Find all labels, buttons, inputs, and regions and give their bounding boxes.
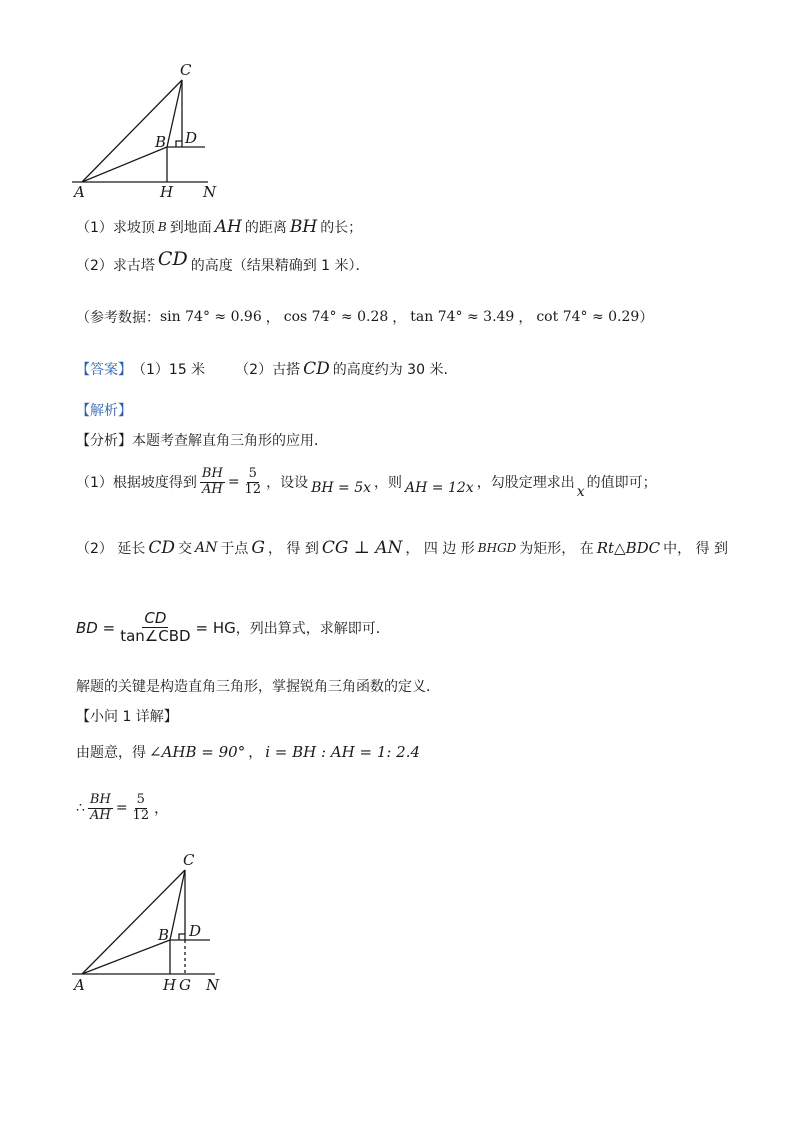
solution-step-1: （1）根据坡度得到 $\frac{BH}{AH}$ = $\frac{5}{12}$ ，设设 BH = 5x ，则 AH = 12x ，勾股定理求出 x 的值即可； bbox=[76, 466, 657, 501]
fraction-5-12-2: $\frac{5}{12}$ bbox=[132, 792, 150, 823]
solution-step-2: （2） 延长 CD 交 AN 于点 G ， 得 到 CG ⊥ AN ， 四 边 形 BHGD 为矩形， 在 Rt△BDC 中， 得 到 bbox=[76, 538, 729, 558]
reference-data: （参考数据： sin 74° ≈ 0.96 ， cos 74° ≈ 0.28 ， tan 74° ≈ 3.49 ， cot 74° ≈ 0.29 ） bbox=[76, 309, 654, 326]
analysis-tag: 【解析】 bbox=[76, 403, 132, 419]
label-h: H bbox=[160, 183, 174, 201]
answer-tag: 【答案】 bbox=[76, 362, 132, 378]
fraction-bh-ah-2: $\frac{BH}{AH}$ bbox=[89, 792, 111, 823]
solution-step-4: 由题意，得 ∠AHB = 90° ， i = BH : AH = 1: 2.4 bbox=[76, 743, 421, 761]
label-d: D bbox=[189, 922, 202, 940]
fraction-bh-ah: $\frac{BH}{AH}$ bbox=[201, 466, 223, 497]
segment-bc bbox=[170, 870, 185, 940]
solution-step-5: ∴ $\frac{BH}{AH}$ = $\frac{5}{12}$ ， bbox=[76, 792, 169, 823]
label-b: B bbox=[155, 133, 167, 151]
fraction-cd-tan: $\frac{CD}{\text{tan∠CBD}}$ bbox=[120, 609, 191, 646]
segment-ab bbox=[82, 940, 170, 974]
fraction-5-12: $\frac{5}{12}$ bbox=[244, 466, 262, 497]
right-angle-mark bbox=[176, 141, 182, 147]
solution-step-3: BD = $\frac{CD}{\text{tan∠CBD}}$ = HG ，列出算式，求解即可． bbox=[76, 609, 390, 646]
figure-1 bbox=[60, 55, 240, 205]
segment-ab bbox=[82, 147, 167, 182]
label-c: C bbox=[180, 61, 192, 79]
answer-line: 【答案】 （1）15 米 （2）古搭 CD 的高度约为 30 米. bbox=[76, 359, 448, 379]
label-a: A bbox=[74, 976, 85, 994]
question-1: （1） 求坡顶 B 到地面 AH 的距离 BH 的长； bbox=[76, 217, 363, 237]
label-c: C bbox=[183, 851, 195, 869]
question-2: （2） 求古塔 CD 的高度（结果精确到 1 米）． bbox=[76, 248, 370, 274]
label-h: H bbox=[163, 976, 177, 994]
label-d: D bbox=[185, 129, 198, 147]
figure-2 bbox=[60, 845, 240, 995]
right-angle-mark bbox=[179, 934, 185, 940]
segment-bc bbox=[167, 80, 182, 147]
label-n: N bbox=[203, 183, 217, 201]
label-b: B bbox=[158, 926, 170, 944]
label-n: N bbox=[206, 976, 220, 994]
label-g: G bbox=[179, 976, 191, 994]
sub-question-1-heading: 【小问 1 详解】 bbox=[76, 709, 178, 725]
fenxi-line: 【分析】本题考查解直角三角形的应用． bbox=[76, 433, 328, 449]
key-point: 解题的关键是构造直角三角形，掌握锐角三角函数的定义． bbox=[76, 679, 440, 695]
label-a: A bbox=[74, 183, 85, 201]
